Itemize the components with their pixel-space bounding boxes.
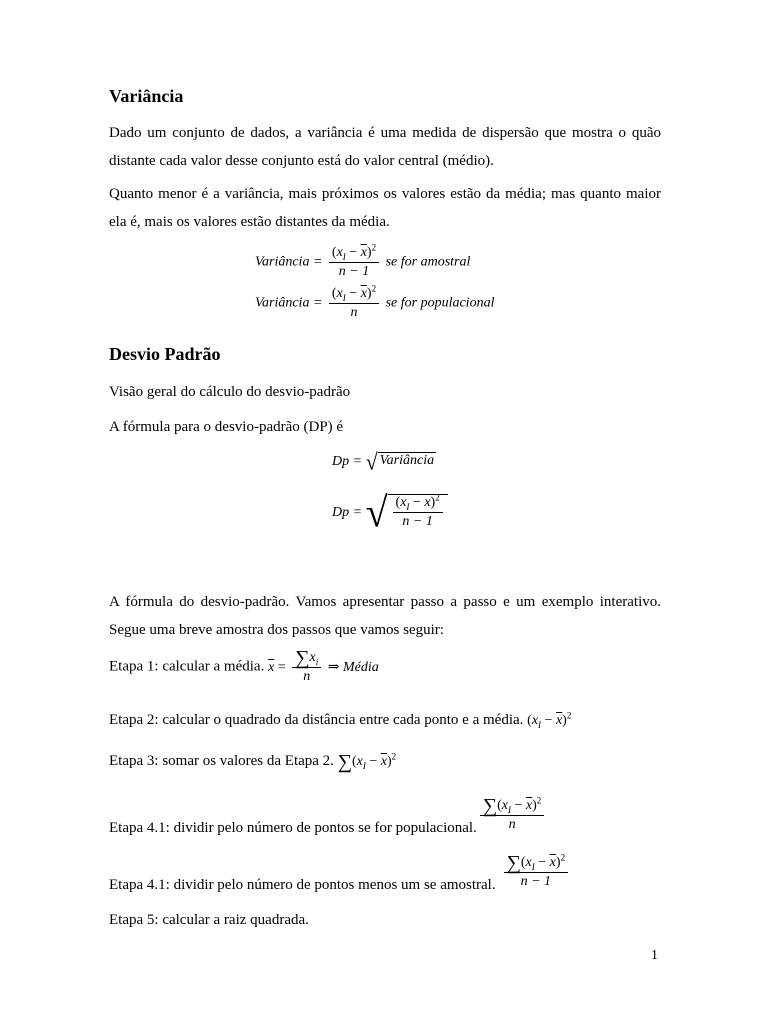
etapa-1 [109, 646, 379, 685]
fraction-numerator: $\sum(x_I - \overline{x})^2$ [480, 798, 544, 816]
desvio-overview-text: Visão geral do cálculo do desvio-padrão [109, 384, 351, 400]
etapa-3 [109, 750, 397, 773]
desvio-formula-intro: A fórmula para o desvio-padrão (DP) é [109, 419, 344, 435]
dp-variance-formula [332, 448, 436, 475]
etapa-2-formula: $(x_I - \overline{x})^2$ [527, 710, 572, 730]
etapa-3-text: Etapa 3: somar os valores da Etapa 2. [109, 753, 334, 769]
variancia-paragraph-2: Quanto menor é a variância, mais próximos os valores estão da média; mas quanto maior ela é, mais os valores estão distantes da média. [109, 186, 661, 230]
fraction [329, 283, 379, 321]
fraction [393, 492, 443, 530]
fraction [329, 242, 379, 280]
sum-icon: ∑ [337, 750, 352, 773]
radical-sign-icon: √ [365, 488, 388, 537]
fraction-numerator: $(x_I - \overline{x})^2$ [329, 245, 379, 263]
etapa-2-text: Etapa 2: calcular o quadrado da distância entre cada ponto e a média. [109, 712, 524, 728]
sum-icon: ∑ [506, 851, 521, 874]
fraction-numerator: $(x_I - \overline{x})^2$ [393, 495, 443, 513]
implies-arrow-icon: ⇒ [327, 659, 340, 675]
etapa-3-formula: $\sum(x_I - \overline{x})^2$ [337, 750, 397, 773]
fraction-denominator: n [508, 817, 516, 832]
desvio-steps-intro: A fórmula do desvio-padrão. Vamos apresentar passo a passo e um exemplo interativo. Segue uma breve amostra dos passos que vamos seguir: [109, 594, 661, 638]
desvio-padrao-heading: Desvio Padrão [109, 344, 221, 364]
sum-icon: ∑ [482, 794, 498, 817]
radical-sign-icon: √ [365, 448, 378, 475]
radicand: Variância [378, 452, 436, 472]
fraction-denominator: n − 1 [338, 264, 370, 279]
variancia-paragraph-1: Dado um conjunto de dados, a variância é uma medida de dispersão que mostra o quão distante cada valor desse conjunto está do valor central (médio). [109, 125, 661, 169]
etapa-4-1-populacional-text: Etapa 4.1: dividir pelo número de pontos se for populacional. [109, 820, 477, 836]
fraction-denominator: n [350, 305, 358, 320]
variance-sample-formula [255, 242, 471, 280]
formula-lhs: Variância = [255, 295, 323, 311]
formula-lhs: Variância = [255, 254, 323, 270]
fraction-denominator: n [303, 669, 311, 684]
formula-lhs: Dp = [332, 454, 363, 470]
etapa-4-1-populacional [109, 794, 547, 837]
formula-lhs: Dp = [332, 505, 363, 520]
square-root [365, 448, 437, 475]
etapa-1-result: Média [342, 659, 379, 675]
fraction [292, 646, 321, 685]
page-number: 1 [651, 948, 658, 963]
dp-full-formula [332, 488, 448, 537]
variancia-heading: Variância [109, 86, 184, 106]
formula-condition: se for populacional [385, 295, 495, 311]
etapa-5: Etapa 5: calcular a raiz quadrada. [109, 912, 309, 928]
variance-population-formula [255, 283, 495, 321]
etapa-2 [109, 712, 571, 729]
etapa-4-1-amostral-text: Etapa 4.1: dividir pelo número de pontos menos um se amostral. [109, 877, 496, 893]
sum-icon: ∑ [295, 646, 310, 669]
fraction-denominator: n − 1 [520, 874, 552, 889]
fraction-denominator: n − 1 [402, 514, 433, 529]
fraction [480, 794, 544, 833]
square-root [365, 488, 448, 537]
formula-condition: se for amostral [385, 254, 471, 270]
etapa-1-formula: $\overline{x}$ = $\frac{\sum x_i}{n}$ ⇒ Média [268, 646, 379, 684]
etapa-4-1-amostral [109, 851, 571, 894]
radicand [388, 494, 448, 532]
fraction-numerator: $\sum(x_I - \overline{x})^2$ [504, 855, 568, 873]
fraction [504, 851, 568, 890]
fraction-numerator: $\sum x_i$ [292, 650, 321, 668]
fraction-numerator: $(x_I - \overline{x})^2$ [329, 286, 379, 304]
etapa-1-text: Etapa 1: calcular a média. [109, 658, 265, 675]
